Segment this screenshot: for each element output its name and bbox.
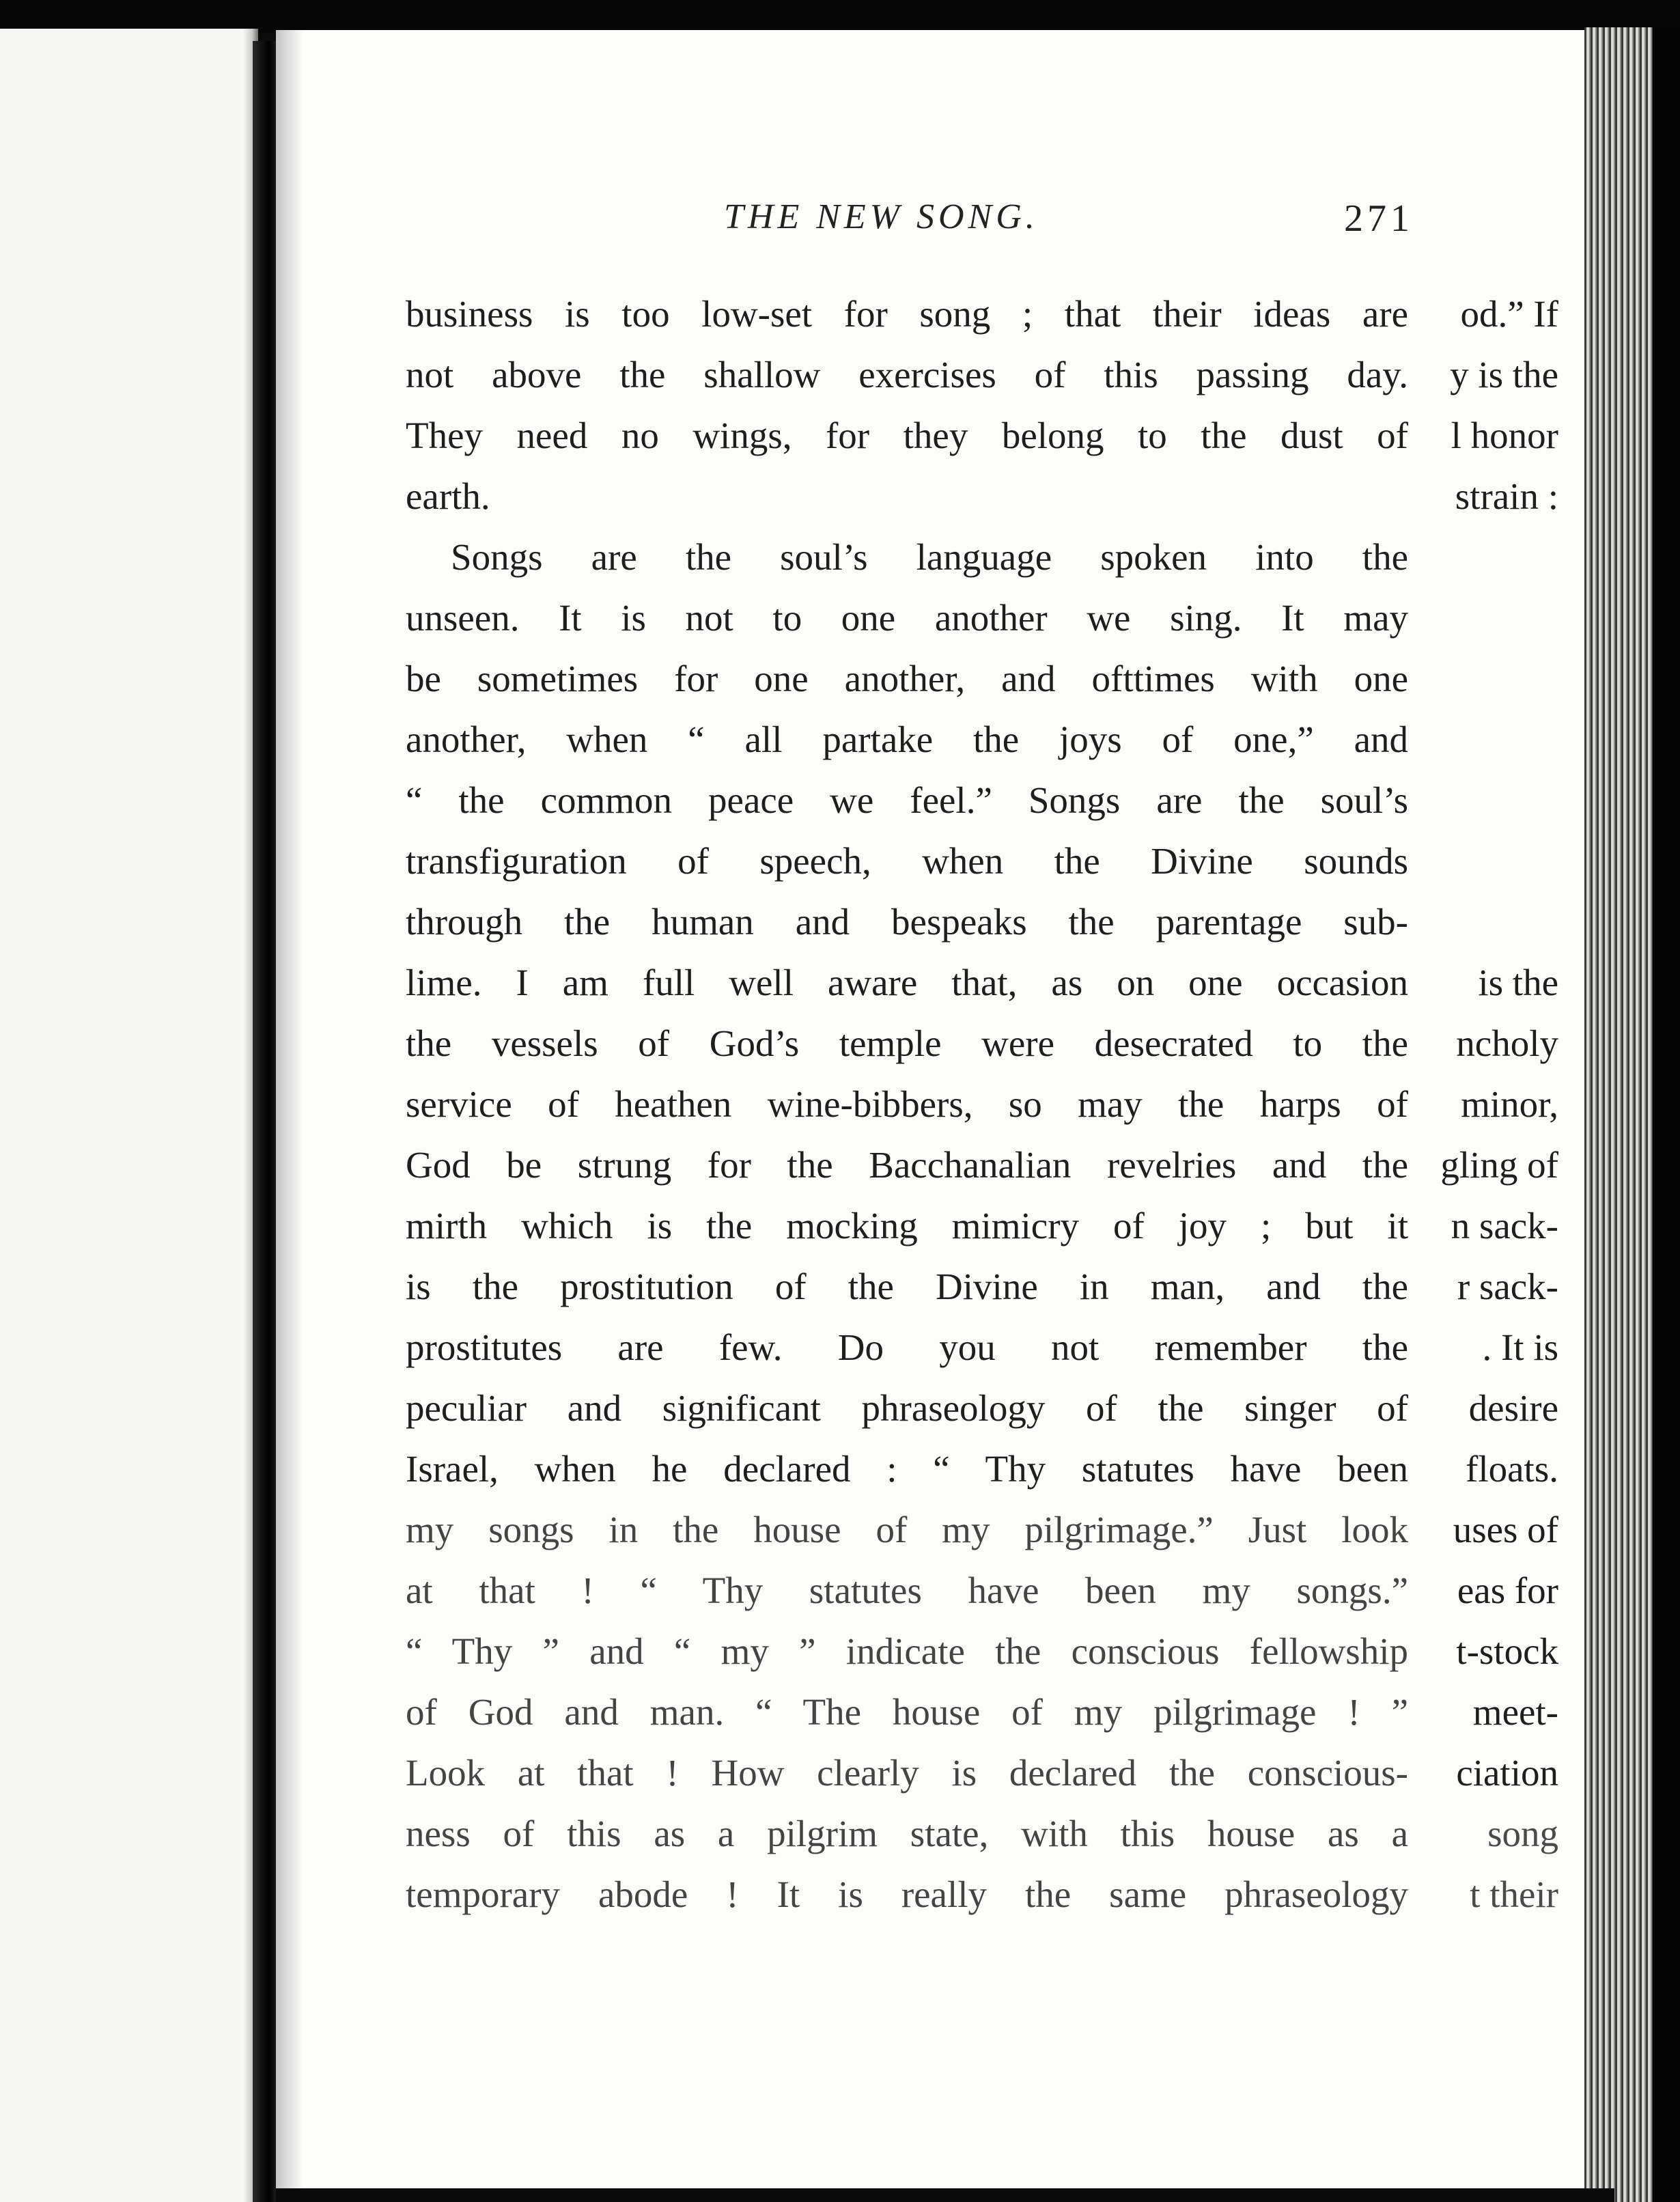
left-page-fragment: gling of [1440, 1144, 1558, 1186]
text-line: at that ! “ Thy statutes have been my songs.” [406, 1570, 1408, 1611]
left-page-fragment: uses of [1453, 1509, 1558, 1550]
left-page-fragment: minor, [1461, 1083, 1558, 1125]
scan-top-border [0, 0, 1680, 33]
text-line: peculiar and significant phraseology of the singer of [406, 1387, 1408, 1429]
text-line: Israel, when he declared : “ Thy statutes have been [406, 1448, 1408, 1490]
text-line: prostitutes are few. Do you not remember the [406, 1326, 1408, 1368]
book-spine [253, 41, 276, 2202]
text-line: the vessels of God’s temple were desecrated to the [406, 1022, 1408, 1064]
text-line: of God and man. “ The house of my pilgrimage ! ” [406, 1691, 1408, 1733]
text-line: temporary abode ! It is really the same phraseology [406, 1873, 1408, 1915]
text-line: through the human and bespeaks the parentage sub- [406, 901, 1408, 943]
left-page-fragment: floats. [1466, 1448, 1558, 1490]
text-line: mirth which is the mocking mimicry of joy ; but it [406, 1205, 1408, 1246]
text-line: lime. I am full well aware that, as on one occasion [406, 962, 1408, 1003]
text-line: “ Thy ” and “ my ” indicate the conscious fellowship [406, 1630, 1408, 1672]
text-line: transfiguration of speech, when the Divine sounds [406, 840, 1408, 882]
page-edges [1584, 27, 1680, 2202]
right-gutter-shadow [276, 30, 303, 2188]
text-line: They need no wings, for they belong to the dust of [406, 415, 1408, 456]
text-line: be sometimes for one another, and ofttimes with one [406, 658, 1408, 699]
text-line: ness of this as a pilgrim state, with this house as a [406, 1813, 1408, 1854]
left-page-fragment: desire [1468, 1387, 1558, 1429]
left-page-fragment: is the [1478, 962, 1558, 1003]
left-page-fragment: meet- [1472, 1691, 1558, 1733]
text-line: service of heathen wine-bibbers, so may the harps of [406, 1083, 1408, 1125]
text-line: “ the common peace we feel.” Songs are the soul’s [406, 779, 1408, 821]
left-page-fragment: r sack- [1457, 1266, 1558, 1307]
text-line: Look at that ! How clearly is declared the conscious- [406, 1752, 1408, 1794]
left-page-fragment: l honor [1451, 415, 1558, 456]
left-page-fragment: eas for [1457, 1570, 1558, 1611]
left-page-fragment: . It is [1482, 1326, 1558, 1368]
page-number: 271 [1344, 197, 1414, 240]
left-page [0, 29, 258, 2202]
text-line: God be strung for the Bacchanalian revelries and the [406, 1144, 1408, 1186]
left-page-fragment: t their [1470, 1873, 1558, 1915]
text-line: is the prostitution of the Divine in man, and the [406, 1266, 1408, 1307]
running-head: THE NEW SONG. [724, 197, 1039, 236]
paragraph-first-line: Songs are the soul’s language spoken into the [451, 536, 1408, 578]
scan-right-border [1653, 27, 1680, 2202]
left-page-fragment: od.” If [1460, 293, 1558, 335]
left-page-fragment: strain : [1455, 475, 1558, 517]
text-line: unseen. It is not to one another we sing. It may [406, 597, 1408, 639]
left-page-fragment: t-stock [1456, 1630, 1558, 1672]
scan-bottom-border [276, 2188, 1614, 2202]
left-page-fragment: ciation [1456, 1752, 1558, 1794]
text-line: business is too low-set for song ; that their ideas are [406, 293, 1408, 335]
left-page-fragment: n sack- [1451, 1205, 1558, 1246]
text-line: my songs in the house of my pilgrimage.” Just look [406, 1509, 1408, 1550]
left-page-fragment: song [1487, 1813, 1558, 1854]
text-line: earth. [406, 475, 490, 517]
left-page-fragment: ncholy [1456, 1022, 1558, 1064]
text-line: not above the shallow exercises of this passing day. [406, 354, 1408, 395]
left-page-fragment: y is the [1450, 354, 1558, 395]
text-line: another, when “ all partake the joys of one,” and [406, 719, 1408, 760]
